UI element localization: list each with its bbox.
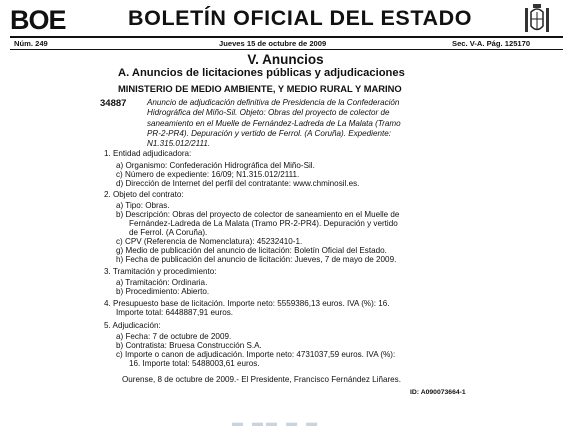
signature: Ourense, 8 de octubre de 2009.- El Presidente, Francisco Fernández Liñares. bbox=[122, 375, 401, 384]
section-heading: 1. Entidad adjudicadora: bbox=[104, 149, 192, 158]
body-line: h) Fecha de publicación del anuncio de licitación: Jueves, 7 de mayo de 2009. bbox=[116, 255, 397, 264]
body-line: b) Contratista: Bruesa Construcción S.A. bbox=[116, 341, 262, 350]
section-page: Sec. V-A. Pág. 125170 bbox=[452, 39, 531, 48]
announcement-number: 34887 bbox=[100, 98, 127, 109]
section-heading: 3. Tramitación y procedimiento: bbox=[104, 267, 217, 276]
boe-logo bbox=[10, 6, 80, 32]
coat-of-arms-icon bbox=[519, 4, 555, 36]
boe-logo-text: BOE bbox=[10, 6, 66, 32]
section-title: V. Anuncios bbox=[247, 52, 324, 67]
header-rule bbox=[10, 36, 563, 38]
body-line: b) Descripción: Obras del proyecto de colector de saneamiento en el Muelle de bbox=[116, 210, 400, 219]
section-heading: 2. Objeto del contrato: bbox=[104, 190, 184, 199]
ministry-title: MINISTERIO DE MEDIO AMBIENTE, Y MEDIO RURAL Y MARINO bbox=[118, 83, 402, 94]
announcement-summary bbox=[147, 98, 477, 149]
bleed-through-text: ▬ ▬▬ ▬ ▬ bbox=[232, 417, 321, 429]
document-id: ID: A090073664-1 bbox=[410, 389, 466, 396]
summary-line: N1.315.012/2111. bbox=[147, 139, 211, 149]
body-line: 16. Importe total: 5488003,61 euros. bbox=[129, 359, 260, 368]
page-title: BOLETÍN OFICIAL DEL ESTADO bbox=[128, 6, 473, 30]
subsection-title: A. Anuncios de licitaciones públicas y adjudicaciones bbox=[118, 67, 405, 79]
body-line: a) Tipo: Obras. bbox=[116, 201, 170, 210]
summary-line: PR-2-PR4). Depuración y vertido de Ferrol. (A Coruña). Expediente: bbox=[147, 128, 391, 138]
body-line: c) CPV (Referencia de Nomenclatura): 45232410-1. bbox=[116, 237, 303, 246]
body-line: Fernández-Ladreda de La Malata (Tramo PR-2-PR4). Depuración y vertido bbox=[129, 219, 398, 228]
body-line: Importe total: 6448887,91 euros. bbox=[116, 308, 233, 317]
body-line: b) Procedimiento: Abierto. bbox=[116, 287, 210, 296]
body-line: g) Medio de publicación del anuncio de licitación: Boletín Oficial del Estado. bbox=[116, 246, 387, 255]
summary-line: Hidrográfica del Miño-Sil. Objeto: Obras del proyecto de colector de bbox=[147, 108, 390, 118]
issue-number: Núm. 249 bbox=[14, 39, 48, 48]
section-heading: 4. Presupuesto base de licitación. Importe neto: 5559386,13 euros. IVA (%): 16. bbox=[104, 299, 390, 308]
subheader-rule bbox=[10, 49, 563, 50]
summary-line: saneamiento en el Muelle de Fernández-Ladreda de La Malata (Tramo bbox=[147, 118, 401, 128]
body-line: a) Fecha: 7 de octubre de 2009. bbox=[116, 332, 232, 341]
body-line: d) Dirección de Internet del perfil del contratante: www.chminosil.es. bbox=[116, 179, 360, 188]
issue-date: Jueves 15 de octubre de 2009 bbox=[219, 39, 327, 48]
summary-line: Anuncio de adjudicación definitiva de Presidencia de la Confederación bbox=[147, 98, 400, 107]
section-heading: 5. Adjudicación: bbox=[104, 321, 161, 330]
body-line: a) Tramitación: Ordinaria. bbox=[116, 278, 208, 287]
body-line: de Ferrol. (A Coruña). bbox=[129, 228, 208, 237]
body-line: a) Organismo: Confederación Hidrográfica del Miño-Sil. bbox=[116, 161, 315, 170]
body-line: c) Importe o canon de adjudicación. Importe neto: 4731037,59 euros. IVA (%): bbox=[116, 350, 396, 359]
body-line: c) Número de expediente: 16/09; N1.315.012/2111. bbox=[116, 170, 300, 179]
